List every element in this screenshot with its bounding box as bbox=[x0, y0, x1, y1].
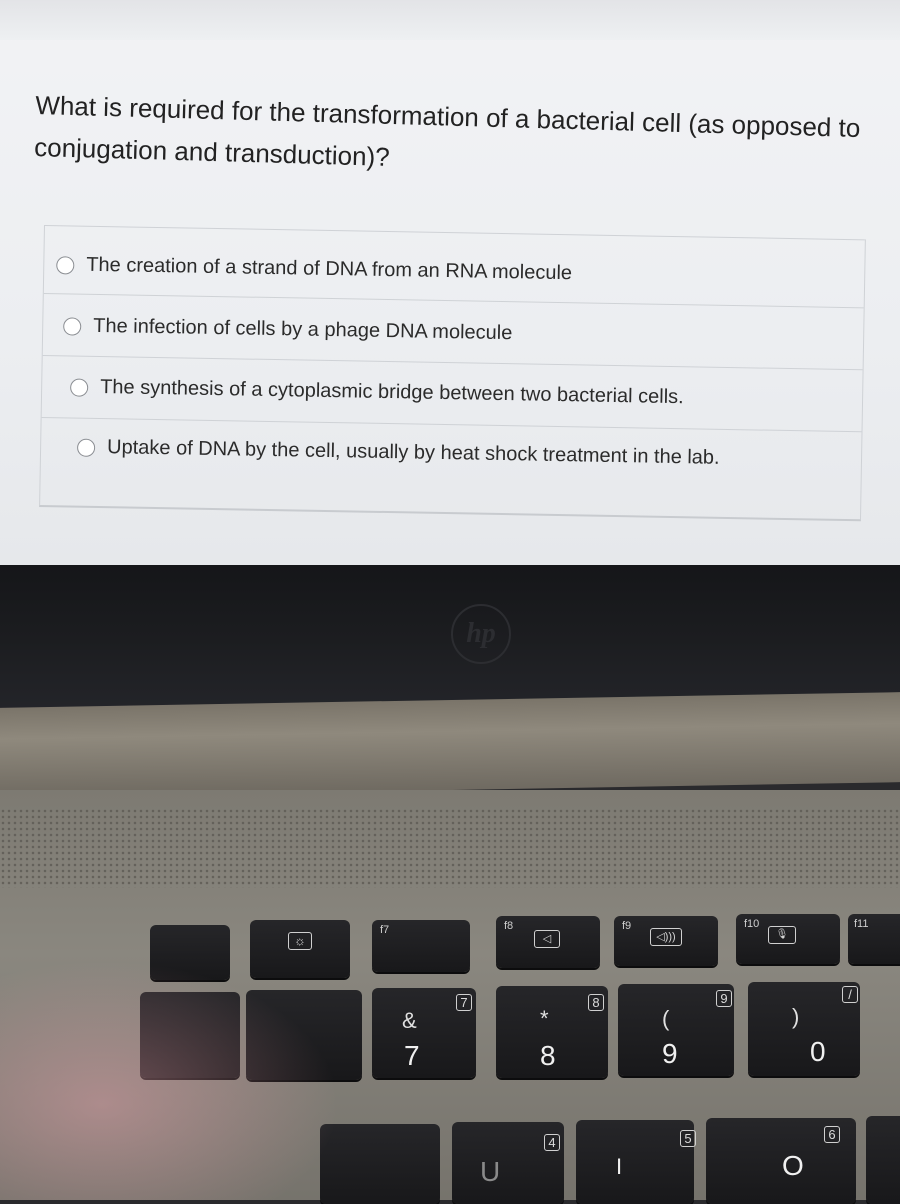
numpad-label: 9 bbox=[716, 990, 732, 1007]
key-f8-volume-down[interactable] bbox=[496, 916, 600, 968]
key-f5[interactable] bbox=[150, 925, 230, 980]
numpad-label: 6 bbox=[824, 1126, 840, 1143]
volume-down-icon: ◁ bbox=[534, 930, 560, 948]
key-7[interactable] bbox=[372, 988, 476, 1078]
radio-button[interactable] bbox=[56, 256, 74, 274]
divider bbox=[44, 293, 864, 308]
key-number: 8 bbox=[540, 1040, 556, 1071]
numpad-label: / bbox=[842, 986, 858, 1003]
numpad-label: 5 bbox=[680, 1130, 696, 1147]
radio-button[interactable] bbox=[70, 378, 88, 396]
option-label: The creation of a strand of DNA from an RNA molecule bbox=[86, 253, 573, 285]
laptop-hinge bbox=[0, 692, 900, 798]
numpad-label: 8 bbox=[588, 994, 604, 1011]
key-f7[interactable] bbox=[372, 920, 470, 972]
hp-logo: hp bbox=[451, 604, 511, 664]
screen-top-edge bbox=[0, 0, 900, 40]
key-symbol: ) bbox=[792, 1004, 800, 1029]
key-8[interactable] bbox=[496, 986, 608, 1078]
option-label: The synthesis of a cytoplasmic bridge between two bacterial cells. bbox=[99, 376, 684, 409]
key-f6-brightness[interactable] bbox=[250, 920, 350, 978]
key-f9-volume-up[interactable] bbox=[614, 916, 718, 966]
answer-option-2[interactable] bbox=[63, 314, 512, 345]
divider bbox=[45, 225, 865, 240]
numpad-label: 4 bbox=[544, 1134, 560, 1151]
key-label: f8 bbox=[504, 920, 514, 932]
answer-option-3[interactable] bbox=[70, 375, 684, 409]
key-o[interactable] bbox=[706, 1118, 856, 1204]
key-0[interactable] bbox=[748, 982, 860, 1076]
answer-options-box bbox=[39, 225, 866, 521]
key-5[interactable] bbox=[140, 992, 240, 1078]
key-i[interactable] bbox=[576, 1120, 694, 1204]
volume-up-icon: ◁))) bbox=[650, 928, 682, 946]
divider bbox=[43, 355, 863, 370]
browser-screen bbox=[0, 0, 900, 565]
key-p[interactable] bbox=[866, 1116, 900, 1204]
key-label: f9 bbox=[622, 920, 632, 932]
key-f11[interactable] bbox=[848, 914, 900, 964]
mic-mute-icon: 🎙 bbox=[768, 926, 796, 944]
key-f10-mic[interactable] bbox=[736, 914, 840, 964]
numpad-label: 7 bbox=[456, 994, 472, 1011]
key-symbol: ( bbox=[662, 1006, 670, 1031]
key-label: f7 bbox=[380, 924, 390, 936]
key-9[interactable] bbox=[618, 984, 734, 1076]
answer-option-4[interactable] bbox=[77, 436, 720, 470]
key-letter: I bbox=[616, 1154, 623, 1179]
key-symbol: * bbox=[540, 1006, 549, 1031]
answer-option-1[interactable] bbox=[56, 253, 572, 285]
option-label: The infection of cells by a phage DNA molecule bbox=[93, 314, 513, 345]
radio-button[interactable] bbox=[63, 317, 81, 335]
key-y[interactable] bbox=[320, 1124, 440, 1204]
key-label: f10 bbox=[744, 918, 760, 930]
key-number: 0 bbox=[810, 1036, 826, 1067]
screen-bezel bbox=[0, 565, 900, 715]
option-label: Uptake of DNA by the cell, usually by heat shock treatment in the lab. bbox=[106, 436, 720, 469]
question-text: What is required for the transformation of a bacterial cell (as opposed to conjugation and transduction)? bbox=[33, 89, 861, 172]
speaker-grille bbox=[0, 808, 900, 888]
key-symbol: & bbox=[402, 1008, 417, 1033]
brightness-icon: ☼ bbox=[288, 932, 312, 950]
divider bbox=[42, 417, 862, 432]
key-6[interactable] bbox=[246, 990, 362, 1080]
key-letter: O bbox=[782, 1150, 804, 1181]
key-u[interactable] bbox=[452, 1122, 564, 1204]
key-number: 9 bbox=[662, 1038, 678, 1069]
key-number: 7 bbox=[404, 1040, 420, 1071]
radio-button[interactable] bbox=[77, 438, 95, 456]
key-letter: U bbox=[480, 1156, 501, 1187]
key-label: f11 bbox=[854, 918, 869, 930]
